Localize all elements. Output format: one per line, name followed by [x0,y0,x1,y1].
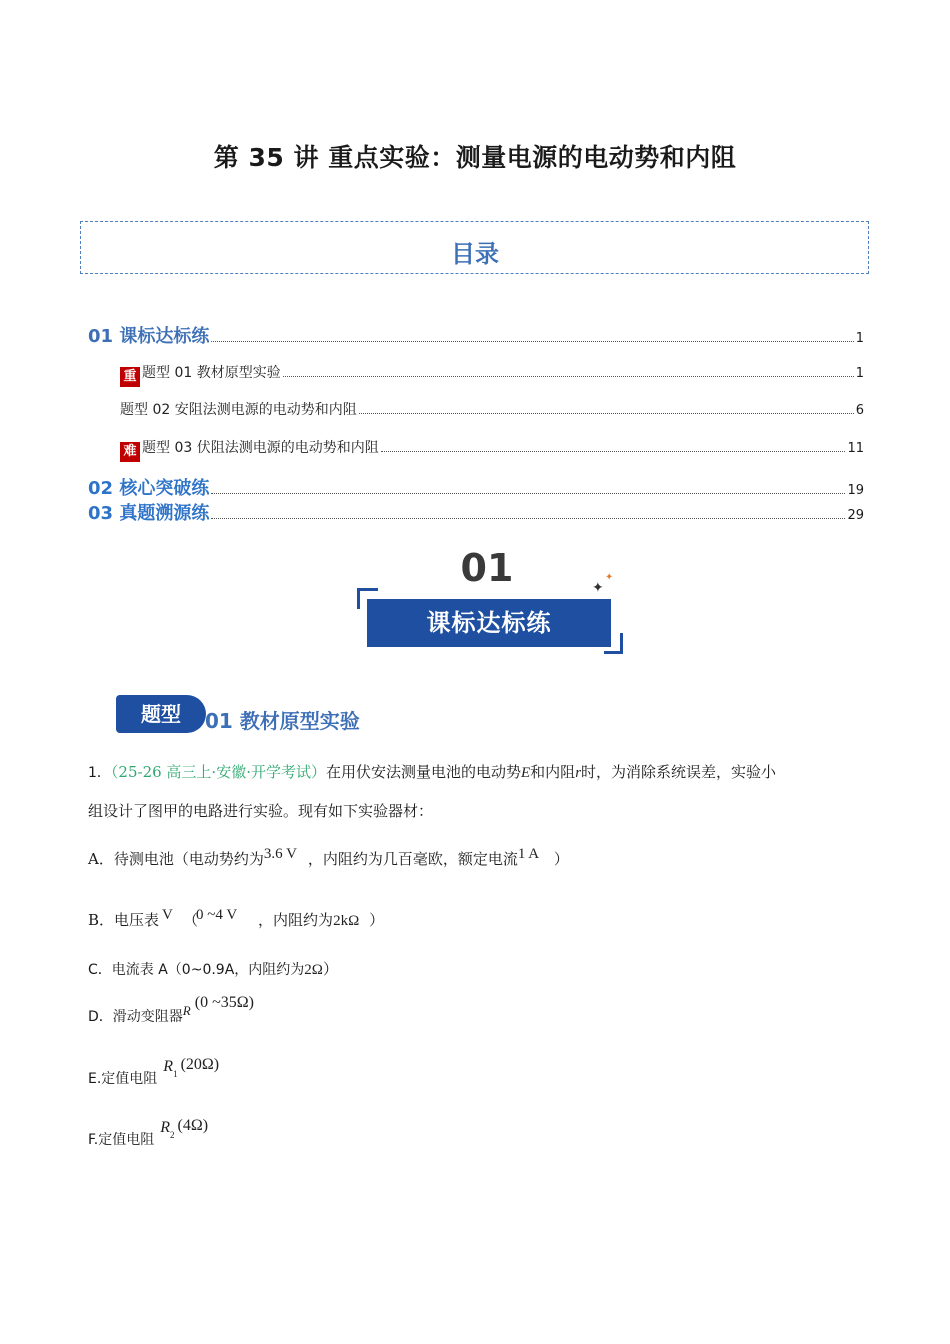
symbol-resistance: r [575,765,582,781]
sparkle-icon: ✦ [592,580,604,596]
toc-item-page: 1 [855,366,864,381]
toc-leader [211,517,845,519]
question-stem-line2: 组设计了图甲的电路进行实验。现有如下实验器材： [88,802,434,820]
question-stem-line1 [88,761,776,782]
symbol-rheostat: R [182,1003,191,1018]
symbol-resistor: R [160,1119,171,1136]
toc-leader [381,450,846,452]
value-resistance: (20Ω) [180,1056,220,1073]
question-type-tag: 题型 [116,695,206,733]
value-range: (0 ~35Ω) [194,994,254,1011]
toc-item-page: 29 [847,508,864,523]
question-text: 时，为消除系统误差，实验小 [581,763,777,781]
toc-leader [359,412,854,414]
value-resistance: 2Ω [304,962,323,978]
section-number: 01 [460,546,514,590]
toc-heading: 目录 [451,240,499,268]
toc-item-type-02[interactable] [120,399,864,419]
toc-item-label: 02 核心突破练 [88,478,210,499]
hard-badge-icon: 难 [120,442,140,462]
value-resistance: (4Ω) [177,1117,209,1134]
toc-item-type-01[interactable] [120,362,864,387]
value-voltage: 3.6 V [263,846,297,862]
symbol-resistor: R [163,1058,174,1075]
option-a: A．待测电池（电动势约为 3.6 V ，内阻约为几百毫欧，额定电流 1 A ） [88,846,569,868]
toc-item-label: 题型 03 伏阻法测电源的电动势和内阻 [142,440,379,456]
option-b: B．电压表 V （ 0 ~4 V ，内阻约为 2kΩ ） [88,907,385,929]
value-resistance: 2kΩ [333,913,360,929]
toc-item-label: 题型 01 教材原型实验 [142,365,281,381]
option-d: D．滑动变阻器R (0 ~35Ω) [88,994,254,1025]
value-current: 1 A [517,846,540,862]
symbol-emf: E [521,765,531,781]
question-text: 在用伏安法测量电池的电动势 [325,763,521,781]
sparkle-icon: ✦ [605,572,614,583]
question-source: （25-26 高三上·安徽·开学考试） [110,763,326,781]
toc-leader [283,375,854,377]
toc-leader [211,492,845,494]
section-banner: 课标达标练 [367,599,611,647]
option-f: F.定值电阻$R_2(4\Omega)$ [88,1117,209,1148]
toc-item-past-exams[interactable] [88,499,864,525]
toc-item-page: 6 [855,403,864,418]
option-c: C．电流表 A（0~0.9A，内阻约为2Ω） [88,960,338,978]
toc-item-page: 11 [847,441,864,456]
toc-item-core-breakthrough[interactable] [88,474,864,500]
toc-leader [211,340,853,342]
toc-item-type-03[interactable] [120,437,864,462]
question-type-title: 01 教材原型实验 [205,709,360,733]
toc-item-label: 题型 02 安阻法测电源的电动势和内阻 [120,402,357,418]
toc-item-label: 03 真题溯源练 [88,503,210,524]
toc-item-label: 01 课标达标练 [88,326,210,347]
value-range: 0 ~4 V [196,907,238,923]
key-badge-icon: 重 [120,367,140,387]
toc-item-page: 1 [855,331,864,346]
toc-item-page: 19 [847,483,864,498]
option-e: E.定值电阻$R_1(20\Omega)$ [88,1056,220,1087]
question-number: 1． [88,765,111,781]
question-text: 和内阻 [530,763,576,781]
toc-item-course-standard[interactable] [88,322,864,348]
page-title: 第 35 讲 重点实验：测量电源的电动势和内阻 [213,143,737,172]
symbol-voltmeter: V [162,907,173,923]
